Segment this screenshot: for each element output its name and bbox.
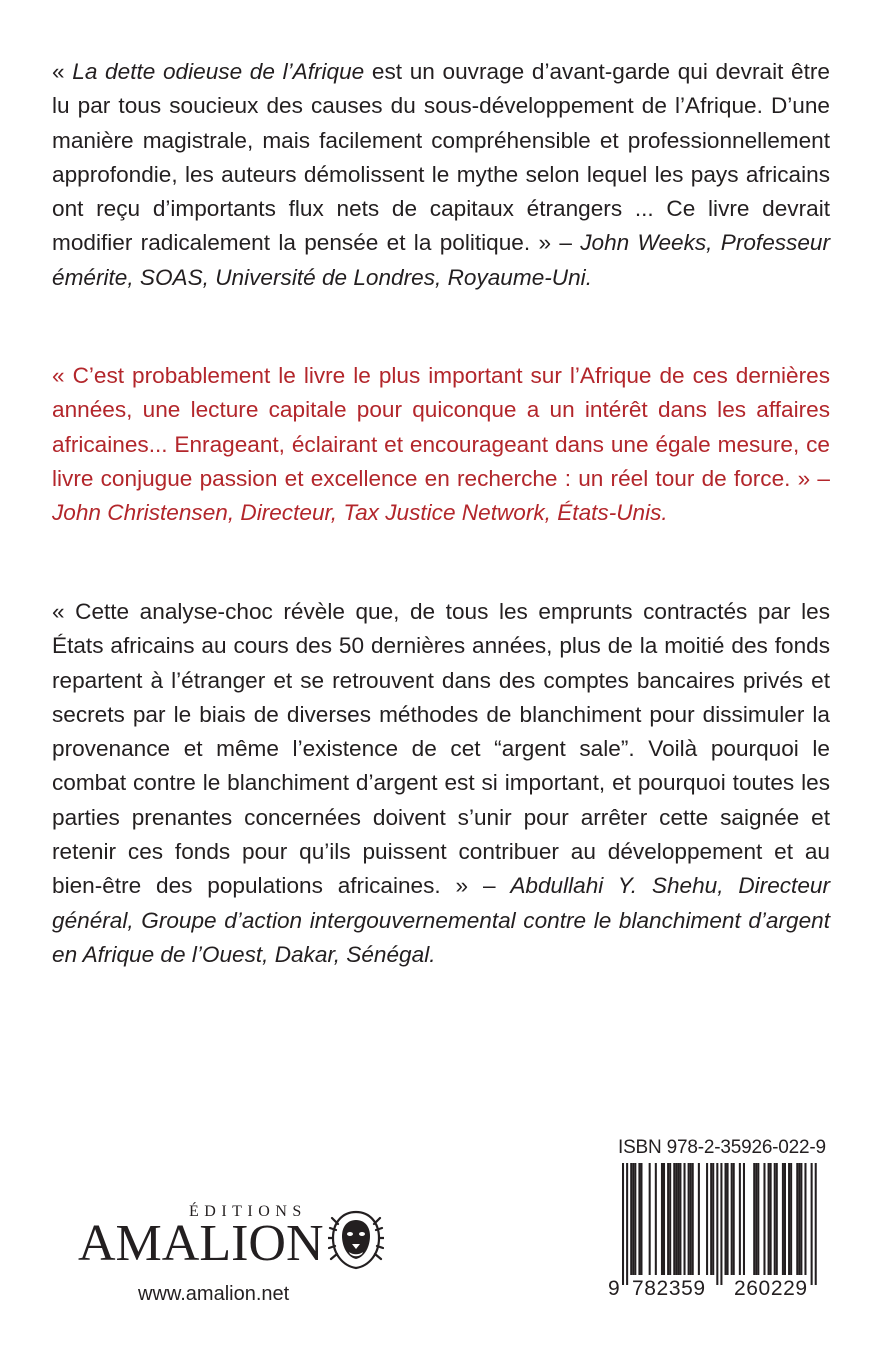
quote-attribution: John Weeks, Professeur émérite, SOAS, Université de Londres, Royaume-Uni. (52, 230, 831, 290)
barcode-bar (710, 1163, 712, 1275)
barcode-bar (770, 1163, 772, 1275)
barcode-bar (798, 1163, 800, 1275)
barcode-bar (727, 1163, 729, 1275)
barcode-bar (784, 1163, 786, 1275)
barcode-bar (788, 1163, 790, 1275)
publisher-name: AMALION (78, 1215, 324, 1272)
barcode-bar (626, 1163, 628, 1285)
barcode-digit-first: 9 (608, 1277, 620, 1300)
lion-head-icon (328, 1208, 384, 1272)
barcode-bar (669, 1163, 671, 1275)
barcode-bar (811, 1163, 813, 1285)
barcode-bar (706, 1163, 708, 1275)
barcode-bar (679, 1163, 681, 1275)
barcode-bar (673, 1163, 675, 1275)
barcode-bar (755, 1163, 757, 1275)
barcode-bar (753, 1163, 755, 1275)
barcode-bar (630, 1163, 632, 1275)
barcode-bar (690, 1163, 692, 1275)
barcode-bar (782, 1163, 784, 1275)
barcode-bar (675, 1163, 677, 1275)
barcode-bar (634, 1163, 636, 1275)
barcode-bar (655, 1163, 657, 1275)
barcode-bar (640, 1163, 642, 1275)
publisher-editions-label: ÉDITIONS (189, 1203, 307, 1220)
barcode-bar (776, 1163, 778, 1275)
review-quote-shehu (52, 595, 830, 972)
barcode-bar (774, 1163, 776, 1275)
publisher-website: www.amalion.net (138, 1283, 290, 1305)
barcode-bar (712, 1163, 714, 1275)
barcode-digits-right: 260229 (734, 1277, 808, 1300)
barcode-bar (698, 1163, 700, 1275)
quote-text: « Cette analyse-choc révèle que, de tous les emprunts contractés par les États africains au cours des 50 dernières années, plus de la moitié des fonds repartent à l’étranger et se retrouvent dans des comptes bancaires privés et secrets par le biais de diverses méthodes de blanchiment pour dissimuler la provenance et même l’existence de cet “argent sale”. Voilà pourquoi le combat contre le blanchiment d’argent est si important, et pourquoi toutes les parties prenantes concernées doivent s’unir pour arrêter cette saignée et retenir ces fonds pour qu’ils puissent contribuer au développement et au bien-être des populations africaines. » – (52, 599, 830, 899)
barcode-bar (790, 1163, 792, 1275)
barcode-bar (743, 1163, 745, 1275)
barcode-bar (757, 1163, 759, 1275)
barcode-bar (692, 1163, 694, 1275)
barcode-bar (663, 1163, 665, 1275)
quote-open: « (52, 59, 73, 84)
barcode-bar (768, 1163, 770, 1275)
barcode-bar (632, 1163, 634, 1275)
barcode-bar (763, 1163, 765, 1275)
barcode-bar (800, 1163, 802, 1275)
barcode-bar (677, 1163, 679, 1275)
barcode-bar (667, 1163, 669, 1275)
review-quote-weeks (52, 55, 830, 295)
barcode-bar (638, 1163, 640, 1275)
isbn-label: ISBN 978-2-35926-022-9 (618, 1137, 826, 1158)
barcode-digits-left: 782359 (632, 1277, 706, 1300)
barcode-bar (731, 1163, 733, 1275)
barcode-bar (725, 1163, 727, 1275)
quote-attribution: Abdullahi Y. Shehu, Directeur général, Groupe d’action intergouvernemental contre le blanchiment d’argent en Afrique de l’Ouest, Dakar, Sénégal. (52, 873, 830, 967)
barcode-bar (622, 1163, 624, 1285)
book-title: La dette odieuse de l’Afrique (72, 59, 365, 84)
publisher-logo (78, 1203, 388, 1313)
barcode-bar (684, 1163, 686, 1275)
barcode-bar (733, 1163, 735, 1275)
barcode-bar (720, 1163, 722, 1285)
barcode-bar (661, 1163, 663, 1275)
quote-text: « C’est probablement le livre le plus important sur l’Afrique de ces dernières années, une lecture capitale pour quiconque a un intérêt dans les affaires africaines... Enrageant, éclairant et encourageant dans une égale mesure, ce livre conjugue passion et excellence en recherche : un réel tour de force. » – (52, 363, 830, 491)
quote-text: est un ouvrage d’avant-garde qui devrait être lu par tous soucieux des causes du sous-développement de l’Afrique. D’une manière magistrale, mais facilement compréhensible et professionnellement approfondie, les auteurs démolissent le mythe selon lequel les pays africains ont reçu d’importants flux nets de capitaux étrangers ... Ce livre devrait modifier radicalement la pensée et la politique. » – (52, 59, 830, 256)
quote-attribution: John Christensen, Directeur, Tax Justice Network, États-Unis. (52, 500, 668, 526)
barcode-bar (796, 1163, 798, 1275)
isbn-barcode (608, 1137, 840, 1307)
review-quote-christensen (52, 359, 830, 530)
barcode-bar (739, 1163, 741, 1275)
barcode-bar (688, 1163, 690, 1275)
barcode-bars (608, 1163, 840, 1285)
barcode-bar (815, 1163, 817, 1285)
barcode-bar (804, 1163, 806, 1275)
barcode-bar (649, 1163, 651, 1275)
barcode-bar (716, 1163, 718, 1285)
